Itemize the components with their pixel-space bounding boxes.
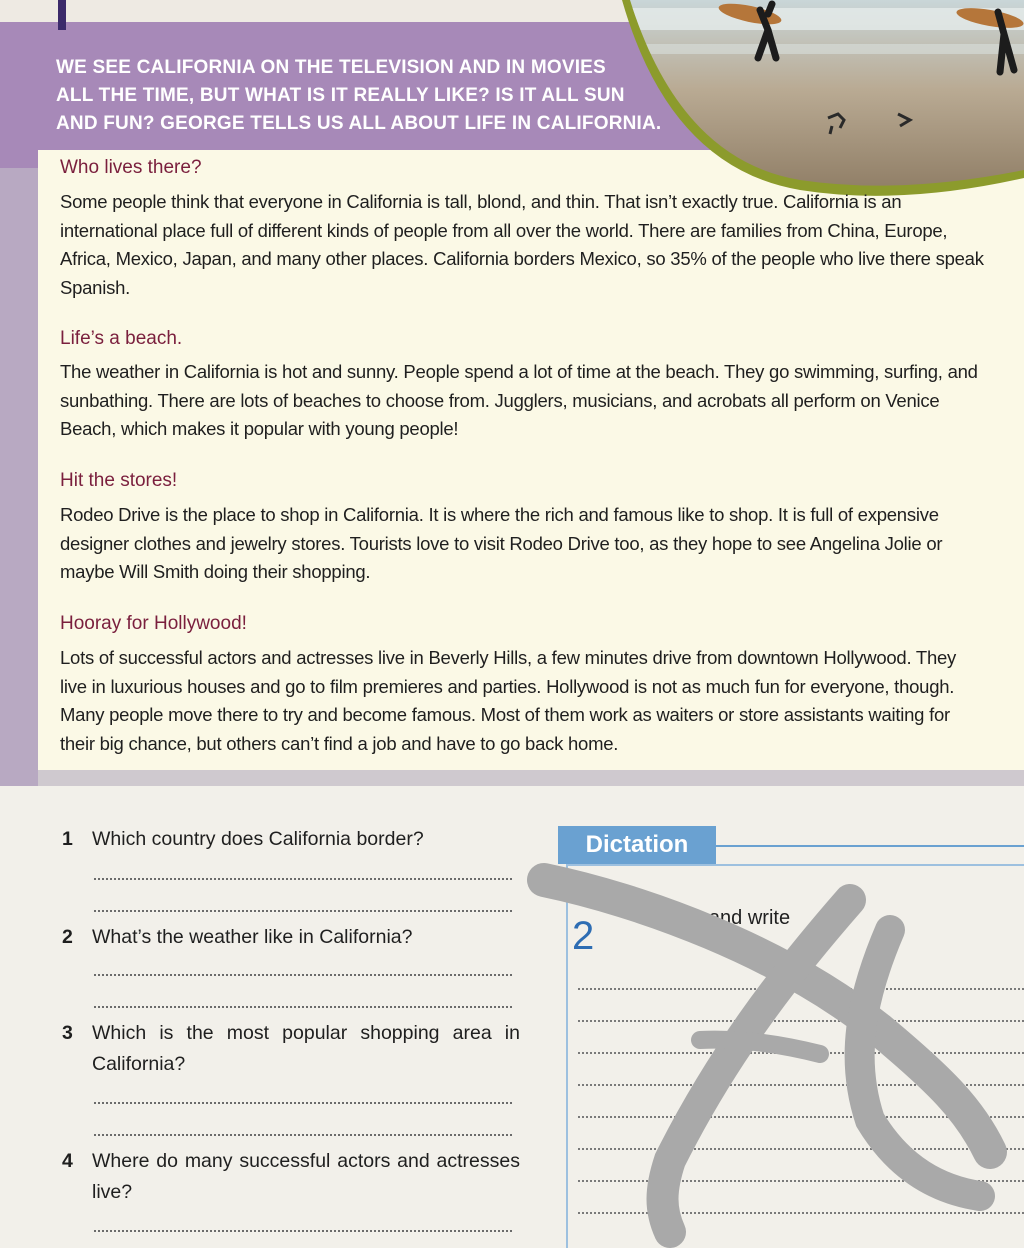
section-heading: Hooray for Hollywood! <box>60 613 247 634</box>
intro-line: WE SEE CALIFORNIA ON THE TELEVISION AND IN MOVIES <box>56 57 606 78</box>
dictation-line[interactable] <box>578 1180 1024 1182</box>
answer-line[interactable] <box>94 1134 512 1136</box>
photo-illustration <box>600 0 1024 200</box>
section-heading: Who lives there? <box>60 157 202 178</box>
previous-page-bar <box>58 0 66 30</box>
answer-line[interactable] <box>94 1230 512 1232</box>
intro-line: ALL THE TIME, BUT WHAT IS IT REALLY LIKE? IS IT ALL SUN <box>56 85 625 106</box>
dictation-line[interactable] <box>578 1212 1024 1214</box>
question-item <box>62 824 520 855</box>
section-text: Lots of successful actors and actresses live in Beverly Hills, a few minutes drive from downtown Hollywood. They live in luxurious houses and go to film premieres and parties. Hollywood is not as much fun for everyone, though. Many people move there to try and become famous. Most of them work as waiters or store assistants waiting for their big chance, but others can’t find a job and have to go back home. <box>60 647 957 754</box>
dictation-title: Dictation <box>558 826 716 864</box>
question-text: Where do many successful actors and actresses live? <box>92 1150 520 1203</box>
answer-line[interactable] <box>94 974 512 976</box>
dictation-line[interactable] <box>578 1020 1024 1022</box>
answer-line[interactable] <box>94 1102 512 1104</box>
section-heading: Hit the stores! <box>60 470 178 491</box>
section-heading: Life’s a beach. <box>60 328 183 349</box>
question-number: 3 <box>62 1022 73 1044</box>
beach-surfers-photo <box>600 0 1024 200</box>
dictation-line[interactable] <box>578 1116 1024 1118</box>
dictation-line[interactable] <box>578 1052 1024 1054</box>
section-text: The weather in California is hot and sunny. People spend a lot of time at the beach. They go swimming, surfing, and sunbathing. There are lots of beaches to choose from. Jugglers, musicians, and acrobats all perform on Venice Beach, which makes it popular with young people! <box>60 361 978 439</box>
question-number: 2 <box>62 926 73 948</box>
dictation-line[interactable] <box>578 988 1024 990</box>
answer-line[interactable] <box>94 1006 512 1008</box>
section-text: Rodeo Drive is the place to shop in California. It is where the rich and famous like to shop. It is full of expensive designer clothes and jewelry stores. Tourists love to visit Rodeo Drive too, as they hope to see Angelina Jolie or maybe Will Smith doing their shopping. <box>60 504 943 582</box>
question-item <box>62 922 520 953</box>
page-margin <box>0 168 38 786</box>
dictation-number: 2 <box>572 914 595 958</box>
dictation-rule <box>716 845 1024 847</box>
article-shadow <box>38 770 1024 786</box>
dictation-instruction: Listen and write <box>650 907 791 929</box>
question-text: Which is the most popular shopping area in California? <box>92 1022 520 1075</box>
answer-line[interactable] <box>94 910 512 912</box>
dictation-line[interactable] <box>578 1084 1024 1086</box>
question-number: 1 <box>62 828 73 850</box>
intro-line: AND FUN? GEORGE TELLS US ALL ABOUT LIFE IN CALIFORNIA. <box>56 113 662 134</box>
previous-page-strip <box>0 0 640 22</box>
answer-line[interactable] <box>94 878 512 880</box>
section-text: Some people think that everyone in California is tall, blond, and thin. That isn’t exactly true. California is an international place full of different kinds of people from all over the world. There are families from China, Europe, Africa, Mexico, Japan, and many other places. California borders Mexico, so 35% of the people who live there speak Spanish. <box>60 191 984 298</box>
question-text: Which country does California border? <box>92 828 424 850</box>
intro-text <box>56 54 666 138</box>
question-item <box>62 1018 520 1080</box>
dictation-line[interactable] <box>578 1148 1024 1150</box>
dictation-frame <box>566 864 1024 1248</box>
wave-foam <box>600 44 1024 54</box>
question-item <box>62 1146 520 1208</box>
question-number: 4 <box>62 1150 73 1172</box>
question-text: What’s the weather like in California? <box>92 926 413 948</box>
